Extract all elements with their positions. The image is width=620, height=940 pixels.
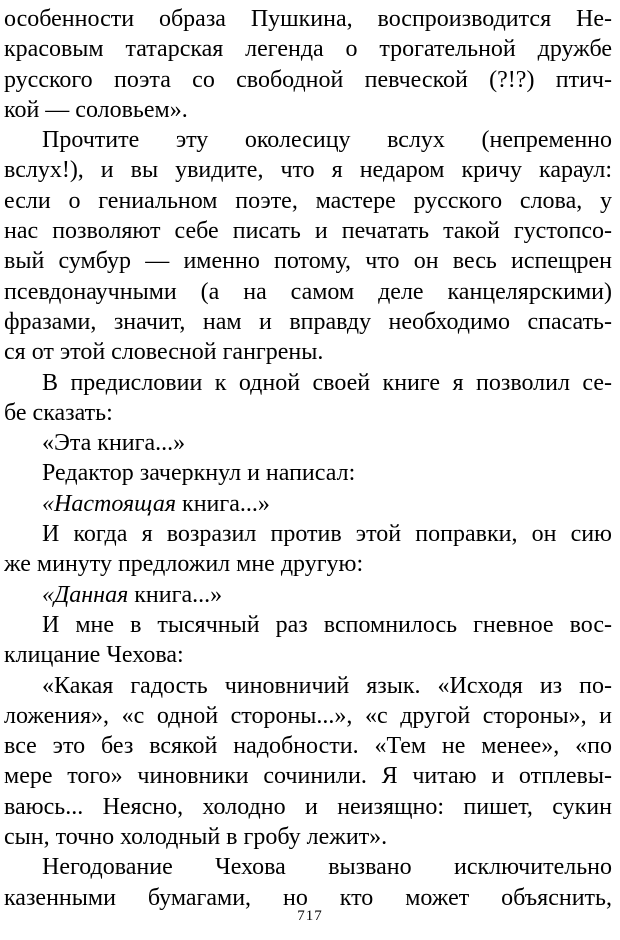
text-line: фразами, значит, нам и вправду необходимо спасать- <box>4 308 612 335</box>
text-line: «Эта книга...» <box>42 430 186 457</box>
text-line: русского поэта со свободной певческой (?!?) птич- <box>4 66 612 93</box>
text-line: ложения», «с одной стороны...», «с другой стороны», и <box>4 702 612 729</box>
text-line: ваюсь... Неясно, холодно и неизящно: пишет, сукин <box>4 793 612 820</box>
text-line: кой — соловьем». <box>4 96 188 123</box>
text-line: вый сумбур — именно потому, что он весь испещрен <box>4 248 612 275</box>
text-line: псевдонаучными (а на самом деле канцелярскими) <box>4 278 612 305</box>
text-line: вслух!), и вы увидите, что я недаром кричу караул: <box>4 157 612 184</box>
text-line: ся от этой словесной гангрены. <box>4 339 324 366</box>
text-line: Прочтите эту околесицу вслух (непременно <box>42 127 612 154</box>
text-line: «Какая гадость чиновничий язык. «Исходя из по- <box>42 672 612 699</box>
text-line: особенности образа Пушкина, воспроизводится Не- <box>4 6 612 32</box>
text-line: сын, точно холодный в гробу лежит». <box>4 824 388 851</box>
italic-phrase: «Данная <box>42 581 129 608</box>
text-line: Редактор зачеркнул и написал: <box>42 460 356 487</box>
text-line: нас позволяют себе писать и печатать такой густопсо- <box>4 218 612 245</box>
text-line: Негодование Чехова вызвано исключительно <box>42 854 612 881</box>
text-line: мере того» чиновники сочинили. Я читаю и отплевы- <box>4 763 612 790</box>
text-line: все это без всякой надобности. «Тем не менее», «по <box>4 733 612 760</box>
text-line <box>4 580 612 610</box>
text-body <box>4 4 612 913</box>
text-line: если о гениальном поэте, мастере русского слова, у <box>4 187 612 214</box>
page-number: 717 <box>297 908 323 924</box>
text-line: же минуту предложил мне другую: <box>4 551 364 578</box>
italic-phrase: «Настоящая <box>42 490 177 517</box>
text-fragment: книга...» <box>176 490 270 517</box>
text-line: И когда я возразил против этой поправки, он сию <box>42 521 612 548</box>
text-line: казенными бумагами, но кто может объяснить, <box>4 884 612 911</box>
text-line: красовым татарская легенда о трогательной дружбе <box>4 36 612 63</box>
text-line: клицание Чехова: <box>4 642 184 669</box>
text-line <box>4 489 612 519</box>
text-line: И мне в тысячный раз вспомнилось гневное вос- <box>42 611 612 638</box>
text-fragment: книга...» <box>128 581 223 608</box>
text-line: бе сказать: <box>4 399 113 426</box>
text-line: В предисловии к одной своей книге я позволил се- <box>42 369 612 396</box>
